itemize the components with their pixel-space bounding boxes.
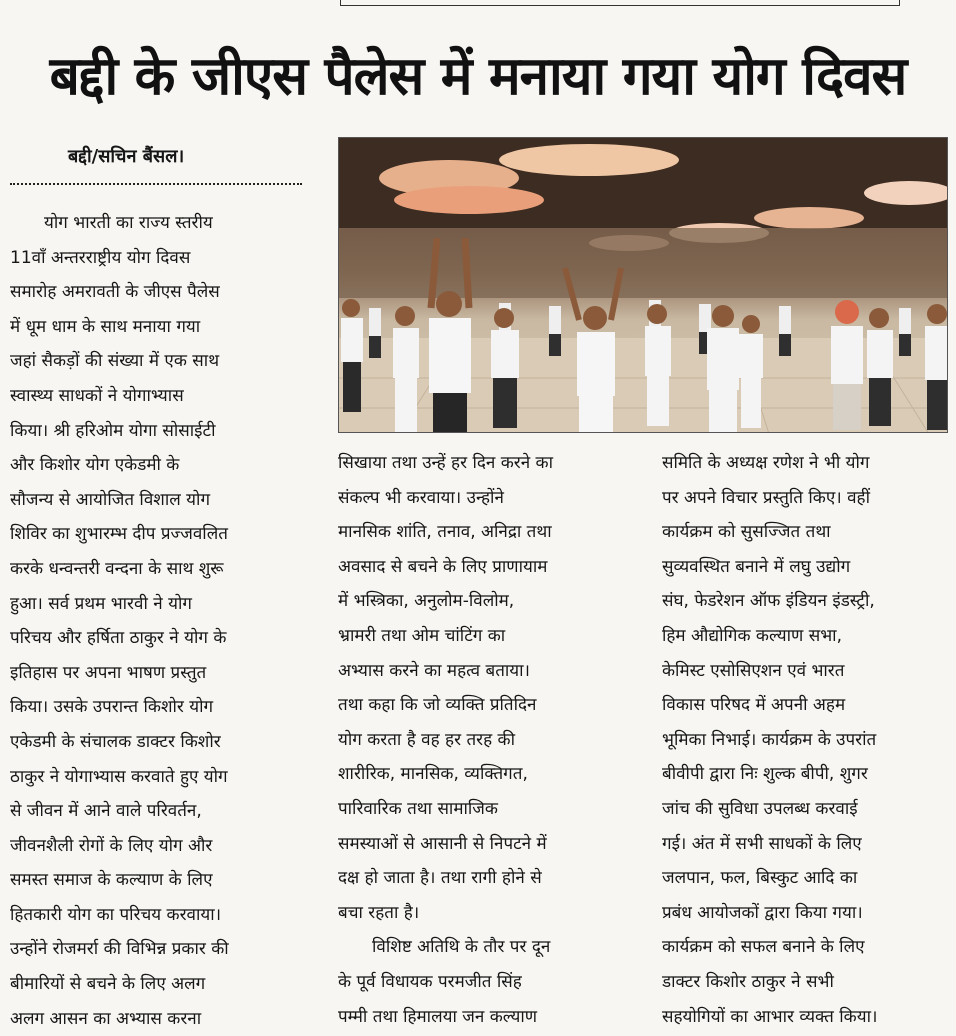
headline: बद्दी के जीएस पैलेस में मनाया गया योग दिवस xyxy=(49,46,907,107)
text-line: दक्ष हो जाता है। तथा रागी होने से xyxy=(338,868,542,889)
top-strip xyxy=(0,0,956,12)
text-line: हुआ। सर्व प्रथम भारवी ने योग xyxy=(10,593,192,614)
text-line: जांच की सुविधा उपलब्ध करवाई xyxy=(662,798,858,819)
text-line: पर अपने विचार प्रस्तुति किए। वहीं xyxy=(662,487,870,508)
text-line: गई। अंत में सभी साधकों के लिए xyxy=(662,833,862,854)
text-line: अलग आसन का अभ्यास करना xyxy=(10,1008,202,1029)
photo-illustration xyxy=(339,138,948,433)
text-line: शिविर का शुभारम्भ दीप प्रज्जवलित xyxy=(10,524,228,545)
text-line: तथा कहा कि जो व्यक्ति प्रतिदिन xyxy=(338,695,537,716)
article-column-3 xyxy=(662,446,950,1034)
text-line: से जीवन में आने वाले परिवर्तन, xyxy=(10,801,202,822)
text-line: मानसिक शांति, तनाव, अनिद्रा तथा xyxy=(338,522,552,543)
text-line: योग भारती का राज्य स्तरीय xyxy=(44,213,213,233)
text-line: शारीरिक, मानसिक, व्यक्तिगत, xyxy=(338,764,528,785)
text-line: बचा रहता है। xyxy=(338,902,420,923)
text-line: भ्रामरी तथा ओम चांटिंग का xyxy=(338,625,506,646)
text-line: भूमिका निभाई। कार्यक्रम के उपरांत xyxy=(662,729,877,750)
text-line: कार्यक्रम को सुसज्जित तथा xyxy=(662,522,831,543)
text-line: सिखाया तथा उन्हें हर दिन करने का xyxy=(338,453,554,473)
text-line: इतिहास पर अपना भाषण प्रस्तुत xyxy=(10,662,207,683)
article-column-1 xyxy=(10,206,305,1036)
byline-divider xyxy=(10,183,302,185)
text-line: बीवीपी द्वारा निः शुल्क बीपी, शुगर xyxy=(662,764,868,785)
text-line: विकास परिषद में अपनी अहम xyxy=(662,695,846,716)
text-line: कार्यक्रम को सफल बनाने के लिए xyxy=(662,937,865,958)
text-line: सुव्यवस्थित बनाने में लघु उद्योग xyxy=(662,556,851,577)
text-line: अवसाद से बचने के लिए प्राणायाम xyxy=(338,556,548,577)
text-line: संकल्प भी करवाया। उन्होंने xyxy=(338,487,504,508)
text-line: प्रबंध आयोजकों द्वारा किया गया। xyxy=(662,902,863,923)
text-line: और किशोर योग एकेडमी के xyxy=(10,455,180,476)
text-line: समस्त समाज के कल्याण के लिए xyxy=(10,870,213,891)
text-line: सहयोगियों का आभार व्यक्त किया। xyxy=(662,1006,878,1027)
text-line: योग करता है वह हर तरह की xyxy=(338,729,515,750)
text-line: परिचय और हर्षिता ठाकुर ने योग के xyxy=(10,628,227,649)
text-line: विशिष्ट अतिथि के तौर पर दून xyxy=(372,937,551,958)
text-line: उन्होंने रोजमर्रा की विभिन्न प्रकार की xyxy=(10,939,229,960)
text-line: जलपान, फल, बिस्कुट आदि का xyxy=(662,868,858,889)
previous-article-border xyxy=(340,0,900,6)
text-line: करके धन्वन्तरी वन्दना के साथ शुरू xyxy=(10,558,224,579)
text-line: के पूर्व विधायक परमजीत सिंह xyxy=(338,971,522,992)
text-line: ठाकुर ने योगाभ्यास करवाते हुए योग xyxy=(10,766,228,787)
text-line: डाक्टर किशोर ठाकुर ने सभी xyxy=(662,971,834,992)
text-line: स्वास्थ्य साधकों ने योगाभ्यास xyxy=(10,385,184,406)
text-line: एकेडमी के संचालक डाक्टर किशोर xyxy=(10,731,221,752)
text-line: जहां सैकड़ों की संख्या में एक साथ xyxy=(10,351,220,372)
yoga-event-photo xyxy=(338,137,948,433)
text-line: समस्याओं से आसानी से निपटने में xyxy=(338,833,547,854)
text-line: में धूम धाम के साथ मनाया गया xyxy=(10,316,201,337)
text-line: में भस्त्रिका, अनुलोम-विलोम, xyxy=(338,591,515,612)
text-line: किया। उसके उपरान्त किशोर योग xyxy=(10,697,214,718)
text-line: समारोह अमरावती के जीएस पैलेस xyxy=(10,282,220,303)
text-line: संघ, फेडरेशन ऑफ इंडियन इंडस्ट्री, xyxy=(662,591,875,612)
text-line: 11वाँ अन्तरराष्ट्रीय योग दिवस xyxy=(10,247,191,268)
text-line: किया। श्री हरिओम योगा सोसाईटी xyxy=(10,420,216,441)
text-line: बीमारियों से बचने के लिए अलग xyxy=(10,974,206,995)
text-line: पारिवारिक तथा सामाजिक xyxy=(338,798,498,819)
article-column-2 xyxy=(338,446,632,1034)
text-line: केमिस्ट एसोसिएशन एवं भारत xyxy=(662,660,845,681)
text-line: सौजन्य से आयोजित विशाल योग xyxy=(10,489,211,510)
text-line: पम्मी तथा हिमालया जन कल्याण xyxy=(338,1006,538,1027)
text-line: हिम औद्योगिक कल्याण सभा, xyxy=(662,625,842,646)
text-line: जीवनशैली रोगों के लिए योग और xyxy=(10,835,213,856)
text-line: समिति के अध्यक्ष रणेश ने भी योग xyxy=(662,453,870,473)
text-line: हितकारी योग का परिचय करवाया। xyxy=(10,904,222,925)
text-line: अभ्यास करने का महत्व बताया। xyxy=(338,660,530,681)
byline: बद्दी/सचिन बैंसल। xyxy=(68,146,185,167)
